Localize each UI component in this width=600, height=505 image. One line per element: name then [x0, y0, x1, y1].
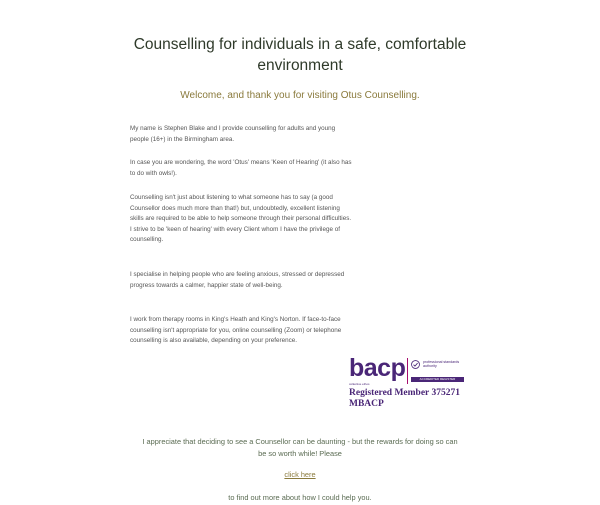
intro-paragraph: Counselling isn't just about listening to what someone has to say (a good Counsellor does much more than that!) but, undoubtedly, excellent listening skills are required to be able to help someone through their personal difficulties. I strive to be 'keen of hearing' with every Client whom I have the privilege of counselling.	[130, 194, 352, 243]
intro-paragraph: My name is Stephen Blake and I provide counselling for adults and young people (16+) in the Birmingham area.	[130, 125, 336, 143]
member-type: MBACP	[349, 399, 384, 409]
intro-paragraph: I specialise in helping people who are feeling anxious, stressed or depressed progress towards a calmer, happier state of well-being.	[130, 271, 345, 289]
bacp-logo: bacp	[349, 354, 406, 382]
registered-member-number: Registered Member 375271	[349, 388, 460, 398]
click-here-link[interactable]: click here	[284, 470, 316, 479]
welcome-message: Welcome, and thank you for visiting Otus Counselling.	[180, 90, 420, 101]
intro-paragraph: I work from therapy rooms in King's Heath and King's Norton. If face-to-face counselling isn't appropriate for you, online counselling (Zoom) or telephone counselling is also available, depending on your preference.	[130, 316, 342, 344]
intro-paragraph: In case you are wondering, the word 'Otus' means 'Keen of Hearing' (it also has to do with owls!).	[130, 159, 352, 177]
psa-label: professional standards authority	[423, 360, 460, 369]
bacp-logo-subtitle: collective ethos	[349, 382, 370, 386]
page-title: Counselling for individuals in a safe, comfortable environment	[133, 36, 467, 74]
psa-tick-icon	[411, 360, 420, 369]
closing-text: I appreciate that deciding to see a Counsellor can be daunting - but the rewards for doing so can be so worth while! Please	[142, 437, 458, 458]
badge-divider	[407, 358, 408, 384]
bacp-membership-badge	[349, 356, 469, 412]
accredited-register-bar: ACCREDITED REGISTER	[411, 377, 464, 382]
find-out-more-text: to find out more about how I could help you.	[228, 493, 372, 502]
